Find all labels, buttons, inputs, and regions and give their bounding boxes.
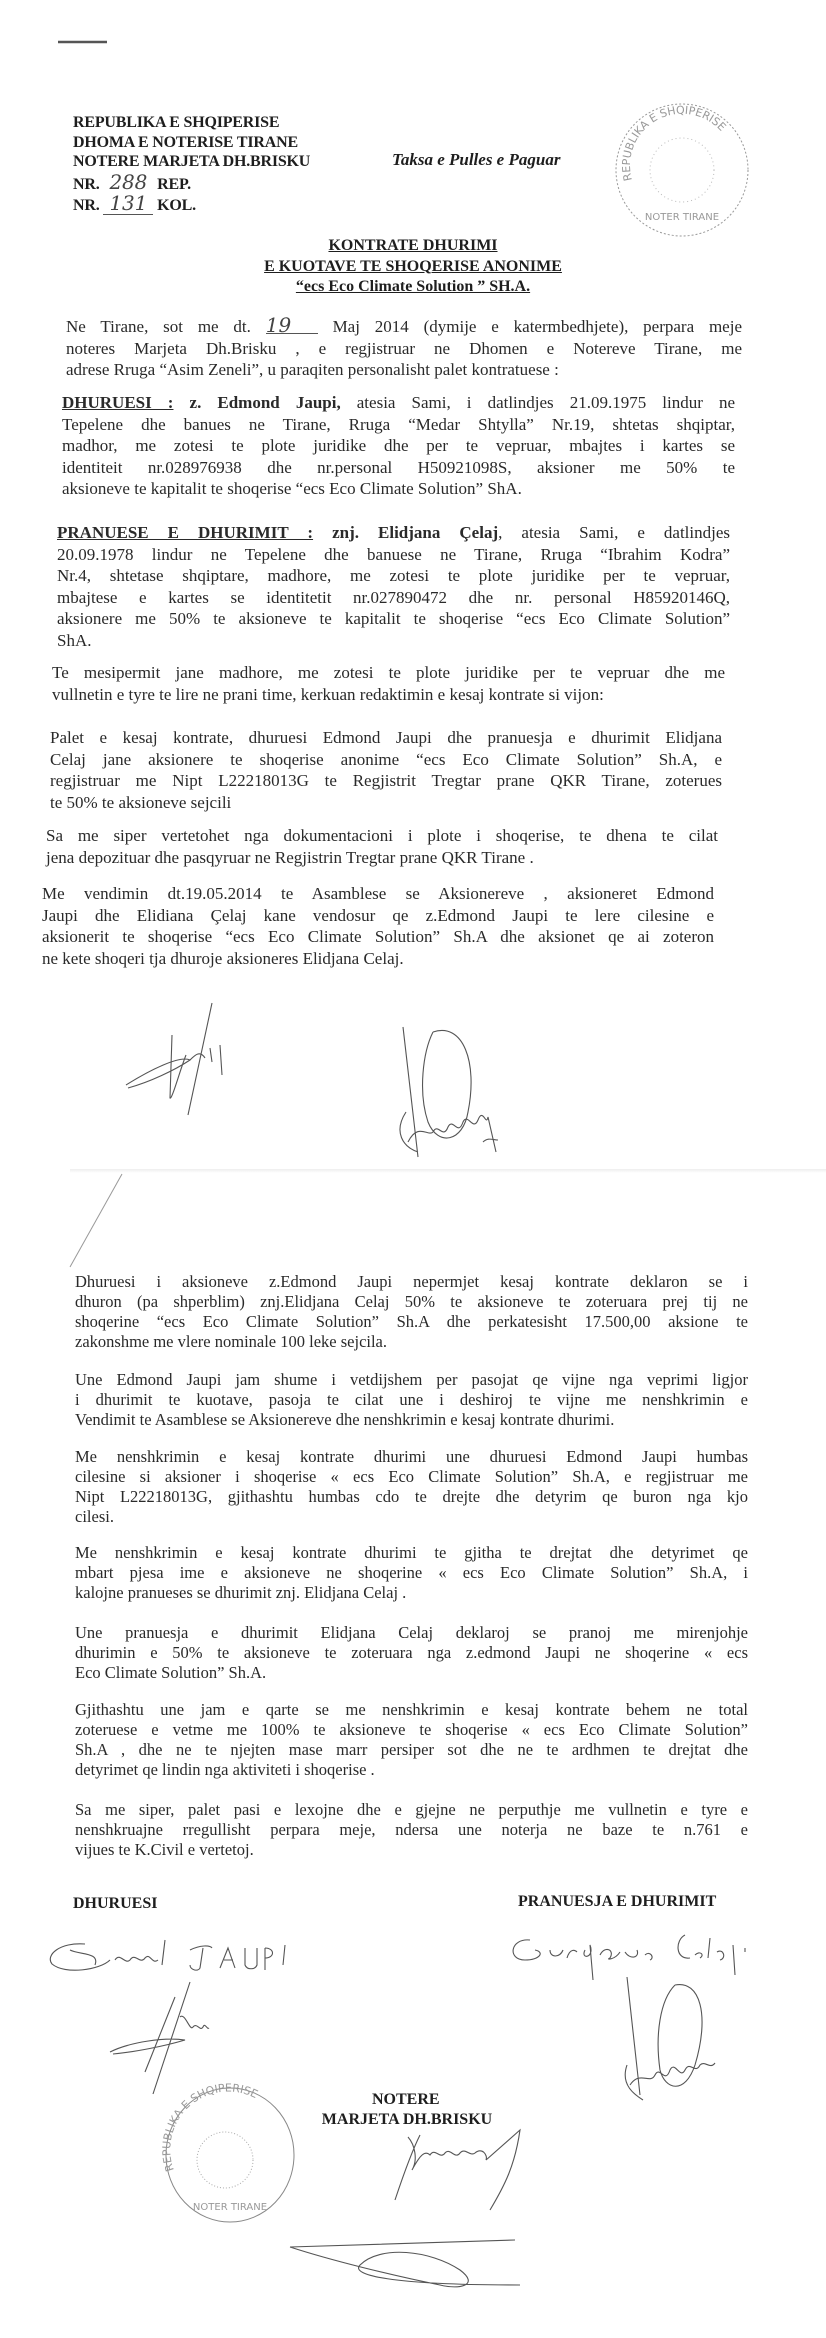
text-line: zoteruese e vetme me 100% te aksioneve te shoqerise « ecs Eco Climate Solution” bbox=[75, 1720, 748, 1739]
recipient-label: PRANUESE E DHURIMIT : bbox=[57, 523, 314, 542]
notary-signature bbox=[290, 2125, 560, 2275]
text-line: Une Edmond Jaupi jam shume i vetdijshem per pasojat qe vijne nga veprimi ligjor bbox=[75, 1370, 748, 1389]
tax-paid-note: Taksa e Pulles e Paguar bbox=[392, 150, 561, 169]
notary-block bbox=[312, 2090, 502, 2130]
text-line: Gjithashtu une jam e qarte se me nenshkrimin e kesaj kontrate behem ne total bbox=[75, 1700, 748, 1719]
notary-header bbox=[73, 113, 310, 216]
text-line: aksioneve te kapitalit te shoqerise “ecs Eco Climate Solution” ShA. bbox=[62, 479, 522, 498]
text-line: Une pranuesja e dhurimit Elidjana Celaj deklaroj se pranoj me mirenjohje bbox=[75, 1623, 748, 1642]
body-paragraph bbox=[75, 1700, 748, 1780]
text-line: Nipt L22218013G, gjithashtu humbas cdo te drejte dhe detyrim qe buron nga kjo bbox=[75, 1487, 748, 1506]
body-paragraph bbox=[75, 1800, 748, 1860]
rep-number-value: 288 bbox=[109, 169, 148, 194]
text-line: Me nenshkrimin e kesaj kontrate dhurimi te gjitha te drejtat dhe detyrimet qe bbox=[75, 1543, 748, 1562]
donor-handwritten-name bbox=[40, 1930, 270, 1980]
body-paragraph bbox=[75, 1370, 748, 1430]
page-break bbox=[70, 1169, 826, 1173]
text-line: regjistruar me Nipt L22218013G te Regjistrit Tregtar prane QKR Tirane, zoterues bbox=[50, 771, 722, 790]
stamp-bottom-text: NOTER TIRANE bbox=[644, 212, 720, 223]
stamp-bottom-text: NOTER TIRANE bbox=[192, 2202, 268, 2213]
text-line: mbajtese e kartes se identitetit nr.027890472 dhe nr. personal H85920146Q, bbox=[57, 587, 730, 607]
stamp-text: REPUBLIKA E SHQIPERISE bbox=[160, 2081, 260, 2174]
donor-name: z. Edmond Jaupi, bbox=[189, 393, 341, 412]
text-line: jena depozituar dhe pasqyruar ne Regjistrin Tregtar prane QKR Tirane . bbox=[46, 847, 534, 867]
text-line: cilesine si aksioner i shoqerise « ecs Eco Climate Solution” Sh.A, e regjistruar me bbox=[75, 1467, 748, 1486]
text-line: shoqerine “ecs Eco Climate Solution” Sh.A dhe perkatesisht 17.500,00 aksione te bbox=[75, 1312, 748, 1331]
body-paragraph bbox=[75, 1272, 748, 1352]
text-line: Palet e kesaj kontrate, dhuruesi Edmond Jaupi dhe pranuesja e dhurimit Elidjana bbox=[50, 728, 722, 747]
text-line: te 50% te aksioneve sejcili bbox=[50, 792, 232, 812]
notary-stamp-bottom bbox=[160, 2081, 300, 2225]
text-line: dhuron (pa shperblim) znj.Elidjana Celaj 50% te aksioneve te zoteruara prej tij ne bbox=[75, 1292, 748, 1311]
text-line: Celaj jane aksionere te shoqerise anonime “ecs Eco Climate Solution” Sh.A, e bbox=[50, 749, 722, 769]
body-paragraph bbox=[75, 1543, 748, 1603]
recipient-name: znj. Elidjana Çelaj bbox=[332, 523, 499, 542]
text-line: dhurimin e 50% te aksioneve te zoteruara nga z.edmond Jaupi ne shoqerine « ecs bbox=[75, 1643, 748, 1662]
text-line: madhor, me zotesi te plote juridike dhe per te vepruar, mbajtes i kartes se bbox=[62, 436, 735, 455]
recipient-paragraph: PRANUESE E DHURIMIT : znj. Elidjana Çelaj, atesia Sami, e datlindjes 20.09.1978 lindur ne Tepelene dhe banuese ne Tirane, Rruga “Ibrahim Kodra” Nr.4, shtetase shqiptare, madhore, me zotesi te plote juridike per te vepruar, mbajtese e kartes se identitetit nr.027890472 dhe nr. personal H85920146Q, aksionere me 50% te aksioneve te kapitalit te shoqerise “ecs Eco Climate Solution” ShA. bbox=[57, 523, 731, 650]
text-line: Eco Climate Solution” Sh.A. bbox=[75, 1663, 267, 1682]
body-paragraph bbox=[75, 1447, 748, 1527]
text-line: Vendimit te Asamblese se Aksionereve dhe nenshkrimin e kesaj kontrate dhurimi. bbox=[75, 1410, 615, 1429]
text-line: Nr.4, shtetase shqiptare, madhore, me zotesi te plote juridike per te vepruar, bbox=[57, 566, 730, 585]
text-line: Sa me siper, palet pasi e lexojne dhe e gjejne ne perputhje me vullnetin e tyre e bbox=[75, 1800, 748, 1819]
title-line: E KUOTAVE TE SHOQERISE ANONIME bbox=[264, 257, 562, 275]
text-line: zakonshme me vlere nominale 100 leke sejcila. bbox=[75, 1332, 388, 1351]
notary-name: MARJETA DH.BRISKU bbox=[321, 2111, 493, 2128]
svg-text:REPUBLIKA E SHQIPERISE bbox=[160, 2082, 260, 2174]
text-line: detyrimet qe lindin nga aktiviteti i shoqerise . bbox=[75, 1760, 375, 1779]
text-line: mbart pjesa ime e aksioneve ne shoqerine « ecs Eco Climate Solution” Sh.A, i bbox=[75, 1563, 748, 1582]
title-line: “ecs Eco Climate Solution ” SH.A. bbox=[295, 278, 531, 295]
scan-mark bbox=[0, 0, 826, 60]
scan-edge-line bbox=[60, 1172, 130, 1272]
text-line: vijues te K.Civil e vertetoj. bbox=[75, 1840, 254, 1859]
svg-text:REPUBLIKA E SHQIPERISE bbox=[620, 104, 729, 183]
text-line: ne kete shoqeri tja dhuroje aksioneres Elidjana Celaj. bbox=[42, 948, 404, 968]
body-paragraph bbox=[50, 727, 722, 813]
text-line: ShA. bbox=[57, 630, 92, 650]
text-line: aksionerit te shoqerise “ecs Eco Climate Solution” Sh.A dhe aksionet qe ai zoteron bbox=[42, 927, 714, 946]
contract-title bbox=[0, 236, 826, 298]
text-line: Tepelene dhe banues ne Tirane, Rruga “Medar Shtylla” Nr.19, shtetas shqiptar, bbox=[62, 414, 735, 434]
donor-paragraph: DHURUESI : z. Edmond Jaupi, atesia Sami, i datlindjes 21.09.1975 lindur ne Tepelene dhe banues ne Tirane, Rruga “Medar Shtylla” Nr.19, shtetas shqiptar, madhor, me zotesi te plote juridike dhe per te vepruar, mbajtes i kartes se identiteit nr.028976938 dhe nr.personal H50921098S, aksioner me 50% te aksioneve te kapitalit te shoqerise “ecs Eco Climate Solution” ShA. bbox=[62, 393, 736, 498]
body-paragraph bbox=[52, 662, 725, 705]
text-line: Me vendimin dt.19.05.2014 te Asamblese se Aksionereve , aksioneret Edmond bbox=[42, 884, 714, 903]
notary-title: NOTERE bbox=[372, 2091, 440, 2108]
rep-number: NR. 288 REP. bbox=[73, 169, 191, 194]
recipient-signature-label: PRANUESJA E DHURIMIT bbox=[518, 1893, 717, 1910]
donor-signature-label: DHURUESI bbox=[73, 1895, 158, 1912]
text-line: i dhurimit te kuotave, pasoja te cilat une i deshiroj te vijne me nenshkrimin e bbox=[75, 1390, 748, 1409]
recipient-signature-page2 bbox=[615, 1975, 745, 2105]
text-line: cilesi. bbox=[75, 1507, 114, 1526]
body-paragraph bbox=[42, 883, 714, 969]
text-line: Dhuruesi i aksioneve z.Edmond Jaupi nepermjet kesaj kontrate deklaron se i bbox=[75, 1272, 748, 1291]
text-line: noteres Marjeta Dh.Brisku , e regjistruar ne Dhomen e Notereve Tirane, me bbox=[66, 338, 742, 358]
text-line: Jaupi dhe Elidiana Çelaj kane vendosur qe z.Edmond Jaupi te lere cilesine e bbox=[42, 905, 714, 925]
recipient-signature-page1 bbox=[388, 1022, 518, 1162]
kol-number: NR. 131 KOL. bbox=[73, 191, 196, 215]
title-line: KONTRATE DHURIMI bbox=[328, 237, 498, 254]
header-line: DHOMA E NOTERISE TIRANE bbox=[73, 133, 298, 151]
text-line: Sa me siper vertetohet nga dokumentacioni i plote i shoqerise, te dhena te cilat bbox=[46, 826, 718, 845]
header-line: REPUBLIKA E SHQIPERISE bbox=[73, 114, 280, 131]
text-line: 20.09.1978 lindur ne Tepelene dhe banuese ne Tirane, Rruga “Ibrahim Kodra” bbox=[57, 544, 730, 564]
text-line: Me nenshkrimin e kesaj kontrate dhurimi une dhuruesi Edmond Jaupi humbas bbox=[75, 1447, 748, 1466]
body-paragraph bbox=[46, 825, 718, 868]
donor-label: DHURUESI : bbox=[62, 393, 174, 412]
text-line: nenshkruajne rregullisht perpara meje, ndersa une noterja ne baze te n.761 e bbox=[75, 1820, 748, 1839]
text-line: vullnetin e tyre te lire ne prani time, kerkuan redaktimin e kesaj kontrate si vijon: bbox=[52, 684, 604, 704]
text-line: kalojne pranueses se dhurimit znj. Elidjana Celaj . bbox=[75, 1583, 407, 1602]
intro-paragraph: Ne Tirane, sot me dt. 19 Maj 2014 (dymije e katermbedhjete), perpara meje noteres Marjeta Dh.Brisku , e regjistruar ne Dhomen e Notereve Tirane, me adrese Rruga “Asim Zeneli”, u paraqiten personalisht palet kontratuese : bbox=[66, 313, 743, 379]
text-line: Te mesipermit jane madhore, me zotesi te plote juridike per te vepruar dhe me bbox=[52, 663, 725, 682]
notary-stamp bbox=[612, 100, 752, 240]
text-line: aksionere me 50% te aksioneve te kapitalit te shoqerise “ecs Eco Climate Solution” bbox=[57, 609, 730, 628]
stamp-text: REPUBLIKA E SHQIPERISE bbox=[619, 103, 729, 183]
text-line: adrese Rruga “Asim Zeneli”, u paraqiten personalisht palet kontratuese : bbox=[66, 360, 559, 379]
donor-signature-page1 bbox=[120, 1000, 230, 1120]
header-line: NOTERE MARJETA DH.BRISKU bbox=[73, 153, 311, 170]
text-line: Sh.A , dhe ne te njejten mase marr persiper sot dhe ne te ardhmen te drejtat dhe bbox=[75, 1740, 748, 1759]
donor-signature-page2 bbox=[105, 1982, 215, 2082]
date-day: 19 bbox=[266, 317, 318, 334]
body-paragraph bbox=[75, 1623, 748, 1683]
text-line: identiteit nr.028976938 dhe nr.personal H50921098S, aksioner me 50% te bbox=[62, 457, 735, 477]
kol-number-value: 131 bbox=[103, 194, 153, 215]
